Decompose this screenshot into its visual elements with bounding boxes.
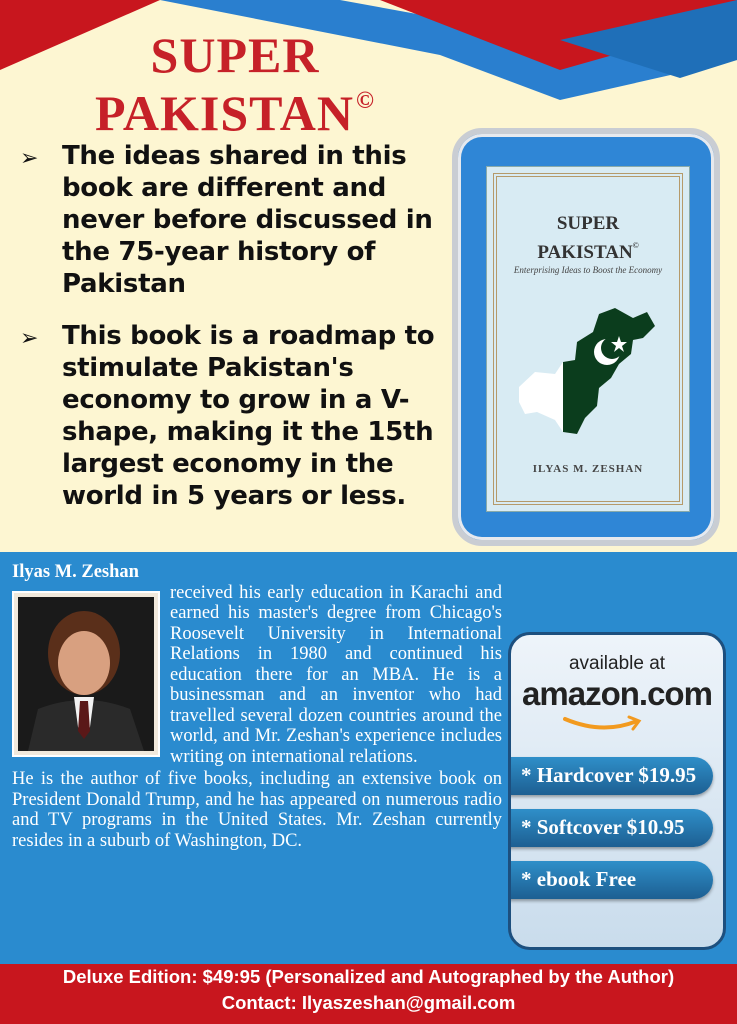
arrow-bullet-icon: ➢ bbox=[20, 146, 39, 171]
author-bio bbox=[12, 562, 502, 851]
price-hardcover-label: * Hardcover $19.95 bbox=[521, 763, 697, 787]
price-ebook bbox=[508, 861, 713, 899]
arrow-bullet-icon: ➢ bbox=[20, 326, 39, 351]
page-title bbox=[70, 27, 400, 141]
author-portrait-image bbox=[18, 597, 154, 751]
price-hardcover bbox=[508, 757, 713, 795]
author-photo bbox=[18, 597, 154, 751]
amazon-logo: amazon.com bbox=[522, 675, 712, 712]
price-softcover-label: * Softcover $10.95 bbox=[521, 815, 685, 839]
book-cover-frame bbox=[452, 128, 720, 546]
copyright-symbol: © bbox=[356, 88, 375, 114]
cover-author: ILYAS M. ZESHAN bbox=[532, 463, 644, 475]
title-line-1: SUPER bbox=[150, 27, 320, 83]
bio-paragraph-1 bbox=[12, 562, 502, 767]
title-line-2: PAKISTAN© bbox=[95, 85, 375, 141]
bullet-item bbox=[20, 320, 440, 512]
book-cover bbox=[486, 166, 690, 512]
author-panel bbox=[0, 552, 737, 964]
amazon-availability-card bbox=[508, 632, 726, 950]
bullet-text: This book is a roadmap to stimulate Pakistan's economy to grow in a V-shape, making it the 15th largest economy in the world in 5 years or less. bbox=[62, 321, 435, 511]
price-softcover bbox=[508, 809, 713, 847]
cover-subtitle: Enterprising Ideas to Boost the Economy bbox=[513, 265, 663, 275]
bio-text-1: received his early education in Karachi and earned his master's degree from Chicago's Roosevelt University in International Relations in 1980 and continued his education there for an MBA. He is a businessman and an inventor who had travelled several dozen countries around the world, and Mr. Zeshan's experience includes writing on international relations. bbox=[170, 582, 502, 767]
author-name: Ilyas M. Zeshan bbox=[12, 562, 139, 582]
price-ebook-label: * ebook Free bbox=[521, 867, 637, 891]
footer-banner bbox=[0, 964, 737, 1024]
amazon-smile-icon bbox=[563, 715, 643, 735]
deluxe-edition-text: Deluxe Edition: $49:95 (Personalized and Autographed by the Author) bbox=[62, 966, 675, 987]
feature-bullets bbox=[20, 140, 440, 532]
bullet-item bbox=[20, 140, 440, 300]
available-at-label: available at bbox=[568, 653, 666, 674]
contact-text: Contact: Ilyaszeshan@gmail.com bbox=[221, 992, 516, 1013]
cover-trademark: © bbox=[632, 241, 639, 250]
cover-title-line-2: PAKISTAN© bbox=[537, 241, 639, 263]
author-photo-frame bbox=[12, 591, 160, 757]
cover-title-line-1: SUPER bbox=[556, 213, 620, 234]
bio-paragraph-2: He is the author of five books, including an extensive book on President Donald Trump, and he has appeared on numerous radio and TV programs in the United States. Mr. Zeshan currently resides in a suburb of Washington, DC. bbox=[12, 769, 502, 851]
bullet-text: The ideas shared in this book are different and never before discussed in the 75-year history of Pakistan bbox=[62, 141, 433, 299]
pakistan-map-flag-icon bbox=[515, 302, 665, 442]
